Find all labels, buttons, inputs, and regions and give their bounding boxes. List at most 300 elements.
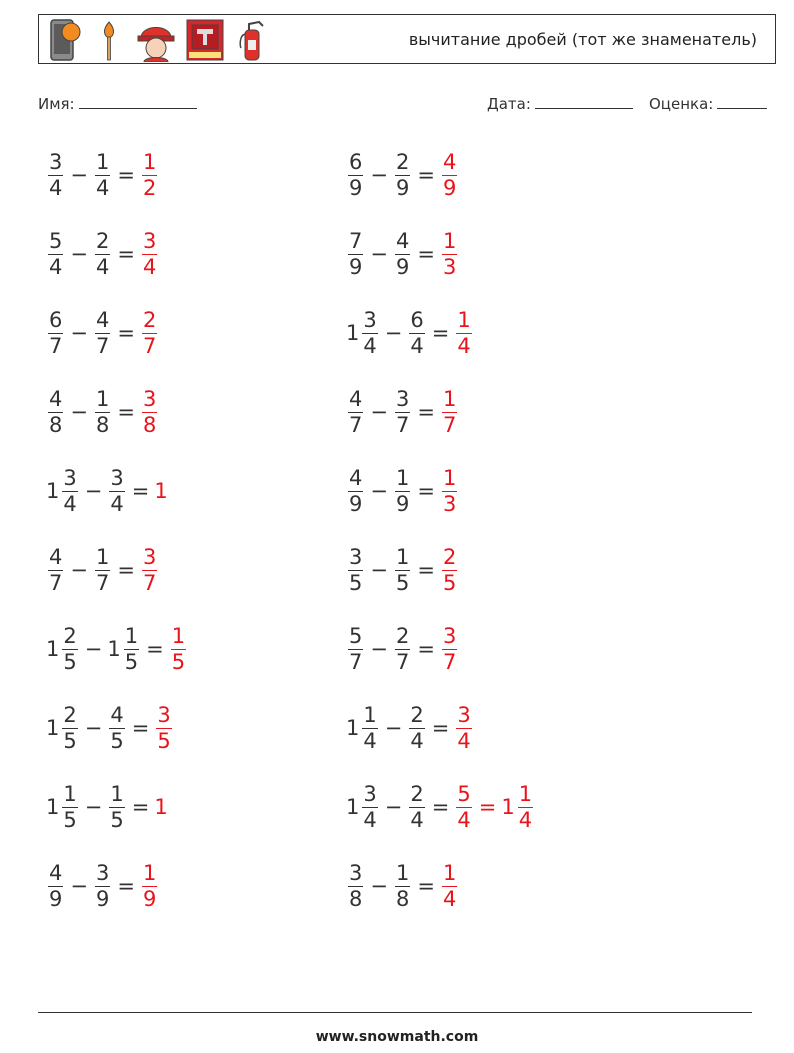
minus-sign: −: [384, 321, 403, 345]
fraction: [142, 545, 157, 596]
subtrahend: [107, 466, 126, 517]
denominator: 5: [124, 649, 139, 674]
fraction: [348, 624, 363, 675]
fraction: [124, 624, 139, 675]
denominator: 3: [442, 254, 457, 279]
numerator: 4: [49, 860, 63, 885]
answer: [154, 479, 168, 503]
whole-number: 1: [346, 321, 360, 345]
problem-item: [346, 856, 459, 916]
subtrahend: [393, 150, 412, 201]
subtrahend: [93, 150, 112, 201]
answer-value: [169, 624, 188, 675]
fraction: [95, 229, 110, 280]
whole-number: 1: [46, 716, 60, 740]
denominator: 5: [171, 649, 186, 674]
problem-item: [46, 777, 169, 837]
equals-sign: =: [117, 163, 135, 187]
minus-sign: −: [70, 242, 88, 266]
answer: [454, 308, 473, 359]
numerator: 1: [518, 781, 533, 806]
numerator: 4: [349, 465, 363, 490]
numerator: 2: [410, 781, 424, 806]
fraction: [348, 545, 363, 596]
fraction: [442, 861, 457, 912]
minuend: [46, 545, 65, 596]
denominator: 7: [95, 570, 110, 595]
denominator: 4: [363, 333, 377, 358]
minus-sign: −: [84, 637, 103, 661]
numerator: 2: [442, 544, 457, 569]
fraction: [48, 229, 63, 280]
denominator: 4: [49, 175, 63, 200]
fraction: [95, 308, 110, 359]
minuend: [46, 150, 65, 201]
name-blank: [79, 94, 197, 109]
subtrahend: [93, 308, 112, 359]
fraction: [62, 624, 77, 675]
equals-sign: =: [417, 637, 435, 661]
denominator: 7: [442, 649, 457, 674]
numerator: 3: [363, 307, 377, 332]
subtrahend: [93, 861, 112, 912]
equals-sign: =: [117, 874, 135, 898]
fraction: [142, 229, 157, 280]
numerator: 4: [49, 386, 63, 411]
minus-sign: −: [84, 795, 103, 819]
numerator: 3: [157, 702, 171, 727]
minus-sign: −: [370, 637, 388, 661]
equals-sign: =: [431, 716, 450, 740]
fire-alarm-icon: [185, 18, 225, 62]
numerator: 6: [349, 149, 363, 174]
denominator: 5: [63, 807, 77, 832]
minus-sign: −: [370, 558, 388, 582]
date-label: Дата:: [487, 95, 531, 113]
firefighter-icon: [135, 18, 177, 62]
subtrahend: [393, 387, 412, 438]
answer: [454, 782, 535, 833]
problem-item: [46, 382, 159, 442]
answer: [140, 861, 159, 912]
subtrahend: [407, 782, 426, 833]
fraction: [48, 387, 63, 438]
numerator: 2: [95, 228, 110, 253]
score-blank: [717, 94, 767, 109]
answer-value: [454, 703, 473, 754]
numerator: 1: [363, 702, 377, 727]
denominator: 5: [442, 570, 457, 595]
equals-sign: =: [431, 321, 450, 345]
equals-sign: =: [131, 795, 150, 819]
subtrahend: [107, 782, 126, 833]
numerator: 1: [124, 623, 139, 648]
numerator: 6: [49, 307, 63, 332]
answer: [140, 308, 159, 359]
numerator: 4: [349, 386, 363, 411]
numerator: 1: [442, 228, 457, 253]
minuend: [346, 308, 380, 359]
fraction: [62, 703, 77, 754]
minus-sign: −: [370, 400, 388, 424]
fraction: [142, 308, 157, 359]
equals-sign: =: [417, 558, 435, 582]
numerator: 3: [363, 781, 377, 806]
minuend: [346, 150, 365, 201]
minus-sign: −: [370, 874, 388, 898]
date-field: [487, 94, 633, 113]
equals-sign: =: [146, 637, 164, 661]
fraction: [395, 861, 410, 912]
minuend: [46, 703, 80, 754]
subtrahend: [393, 545, 412, 596]
fraction: [95, 387, 110, 438]
equals-sign: =: [431, 795, 450, 819]
fraction: [48, 861, 63, 912]
subtrahend: [393, 861, 412, 912]
minuend: [46, 624, 80, 675]
answer-value: [440, 387, 459, 438]
problem-item: [46, 540, 159, 600]
fraction: [48, 150, 63, 201]
name-field: [38, 94, 197, 113]
numerator: 7: [349, 228, 363, 253]
denominator: 4: [457, 728, 471, 753]
fraction: [456, 703, 471, 754]
footer-divider: [38, 1012, 752, 1013]
answer: [440, 466, 459, 517]
fraction: [395, 150, 410, 201]
whole-number: 1: [154, 479, 168, 503]
numerator: 1: [110, 781, 124, 806]
fraction: [348, 861, 363, 912]
equals-sign: =: [131, 479, 150, 503]
subtrahend: [393, 229, 412, 280]
minuend: [46, 308, 65, 359]
problem-item: [346, 619, 459, 679]
worksheet-header: [38, 14, 776, 64]
answer-mixed-value: [501, 782, 535, 833]
numerator: 3: [349, 544, 363, 569]
answer-value: [454, 782, 473, 833]
fraction: [442, 150, 457, 201]
fraction: [409, 308, 424, 359]
problem-item: [46, 619, 188, 679]
minus-sign: −: [70, 400, 88, 424]
whole-number: 1: [46, 637, 60, 661]
equals-sign: =: [131, 716, 150, 740]
answer-value: [440, 150, 459, 201]
equals-sign: =: [417, 242, 435, 266]
denominator: 9: [349, 175, 363, 200]
minuend: [46, 782, 80, 833]
equals-sign: =: [417, 874, 435, 898]
equals-sign: =: [478, 795, 497, 819]
numerator: 3: [49, 149, 63, 174]
denominator: 5: [157, 728, 171, 753]
answer-value: [140, 150, 159, 201]
problem-item: [346, 698, 474, 758]
fraction: [95, 861, 110, 912]
answer: [440, 545, 459, 596]
denominator: 3: [442, 491, 457, 516]
minuend: [46, 229, 65, 280]
denominator: 4: [442, 886, 457, 911]
denominator: 8: [349, 886, 363, 911]
numerator: 3: [110, 465, 124, 490]
denominator: 7: [49, 333, 63, 358]
answer: [440, 624, 459, 675]
denominator: 5: [110, 807, 124, 832]
fraction: [442, 545, 457, 596]
numerator: 5: [349, 623, 363, 648]
denominator: 7: [142, 333, 157, 358]
answer-value: [440, 624, 459, 675]
numerator: 1: [442, 465, 457, 490]
answer: [140, 150, 159, 201]
denominator: 7: [395, 412, 410, 437]
worksheet-title: вычитание дробей (тот же знаменатель): [408, 30, 757, 49]
denominator: 8: [95, 412, 110, 437]
denominator: 9: [349, 491, 363, 516]
numerator: 1: [395, 860, 410, 885]
fraction: [395, 545, 410, 596]
answer: [154, 795, 168, 819]
numerator: 2: [63, 702, 77, 727]
problem-item: [346, 461, 459, 521]
minuend: [346, 703, 380, 754]
minus-sign: −: [70, 321, 88, 345]
numerator: 4: [110, 702, 124, 727]
denominator: 4: [142, 254, 157, 279]
numerator: 4: [395, 228, 410, 253]
equals-sign: =: [117, 400, 135, 424]
problem-item: [346, 540, 459, 600]
denominator: 4: [518, 807, 533, 832]
numerator: 4: [95, 307, 110, 332]
fraction: [95, 150, 110, 201]
whole-number: 1: [346, 716, 360, 740]
minuend: [46, 861, 65, 912]
fraction: [518, 782, 533, 833]
answer: [140, 545, 159, 596]
fire-extinguisher-icon: [237, 18, 267, 62]
numerator: 1: [142, 860, 157, 885]
denominator: 9: [395, 491, 410, 516]
numerator: 4: [49, 544, 63, 569]
whole-number: 1: [501, 795, 515, 819]
subtrahend: [107, 703, 126, 754]
numerator: 3: [395, 386, 410, 411]
denominator: 7: [442, 412, 457, 437]
denominator: 4: [410, 807, 424, 832]
answer-value: [140, 308, 159, 359]
minus-sign: −: [384, 795, 403, 819]
denominator: 5: [349, 570, 363, 595]
fraction: [48, 308, 63, 359]
denominator: 9: [395, 254, 410, 279]
minuend: [346, 466, 365, 517]
denominator: 4: [110, 491, 124, 516]
fraction: [62, 466, 77, 517]
whole-number: 1: [46, 479, 60, 503]
numerator: 2: [142, 307, 157, 332]
numerator: 1: [95, 544, 110, 569]
minus-sign: −: [370, 242, 388, 266]
fraction: [442, 387, 457, 438]
fraction: [348, 150, 363, 201]
minuend: [346, 624, 365, 675]
subtrahend: [93, 545, 112, 596]
answer-value: [140, 229, 159, 280]
fraction: [409, 703, 424, 754]
denominator: 5: [63, 728, 77, 753]
numerator: 1: [171, 623, 186, 648]
minuend: [346, 229, 365, 280]
fraction: [395, 466, 410, 517]
denominator: 4: [363, 807, 377, 832]
minuend: [46, 466, 80, 517]
problem-item: [346, 145, 459, 205]
problem-item: [46, 461, 169, 521]
numerator: 4: [442, 149, 457, 174]
subtrahend: [93, 387, 112, 438]
fraction: [109, 466, 124, 517]
numerator: 3: [142, 228, 157, 253]
denominator: 9: [395, 175, 410, 200]
answer: [440, 229, 459, 280]
equals-sign: =: [417, 479, 435, 503]
denominator: 7: [49, 570, 63, 595]
numerator: 1: [95, 386, 110, 411]
numerator: 2: [410, 702, 424, 727]
numerator: 3: [457, 702, 471, 727]
fraction: [456, 782, 471, 833]
fraction: [109, 782, 124, 833]
fraction: [442, 624, 457, 675]
denominator: 7: [95, 333, 110, 358]
minus-sign: −: [370, 163, 388, 187]
minus-sign: −: [84, 479, 103, 503]
numerator: 1: [442, 386, 457, 411]
score-field: [649, 94, 767, 113]
numerator: 1: [395, 465, 410, 490]
answer-value: [440, 229, 459, 280]
equals-sign: =: [417, 163, 435, 187]
numerator: 1: [63, 781, 77, 806]
fraction: [409, 782, 424, 833]
answer-value: [140, 861, 159, 912]
footer-url: www.snowmath.com: [315, 1029, 479, 1045]
problem-item: [346, 224, 459, 284]
answer: [169, 624, 188, 675]
numerator: 2: [395, 623, 410, 648]
denominator: 8: [395, 886, 410, 911]
denominator: 7: [349, 649, 363, 674]
fraction: [395, 229, 410, 280]
numerator: 1: [442, 860, 457, 885]
denominator: 4: [63, 491, 77, 516]
problem-item: [346, 382, 459, 442]
numerator: 1: [395, 544, 410, 569]
denominator: 2: [142, 175, 157, 200]
denominator: 5: [110, 728, 124, 753]
fraction: [156, 703, 171, 754]
minus-sign: −: [70, 163, 88, 187]
denominator: 8: [49, 412, 63, 437]
problem-item: [46, 303, 159, 363]
subtrahend: [407, 703, 426, 754]
score-label: Оценка:: [649, 95, 714, 113]
numerator: 1: [457, 307, 471, 332]
answer: [440, 861, 459, 912]
answer: [440, 150, 459, 201]
equals-sign: =: [117, 558, 135, 582]
answer-value: [154, 795, 168, 819]
fraction: [362, 782, 377, 833]
denominator: 4: [457, 807, 471, 832]
fraction: [142, 861, 157, 912]
problem-item: [46, 224, 159, 284]
numerator: 3: [442, 623, 457, 648]
subtrahend: [393, 466, 412, 517]
answer-value: [454, 308, 473, 359]
problem-item: [46, 698, 174, 758]
answer-value: [154, 703, 173, 754]
date-blank: [535, 94, 633, 109]
numerator: 1: [142, 149, 157, 174]
minus-sign: −: [70, 558, 88, 582]
fraction: [362, 308, 377, 359]
subtrahend: [407, 308, 426, 359]
numerator: 3: [142, 386, 157, 411]
fraction: [348, 229, 363, 280]
subtrahend: [393, 624, 412, 675]
answer: [154, 703, 173, 754]
minuend: [346, 387, 365, 438]
answer-value: [140, 387, 159, 438]
numerator: 3: [95, 860, 110, 885]
fraction: [95, 545, 110, 596]
answer-value: [440, 861, 459, 912]
numerator: 3: [63, 465, 77, 490]
fraction: [395, 624, 410, 675]
answer-value: [440, 466, 459, 517]
answer: [140, 229, 159, 280]
answer-value: [140, 545, 159, 596]
subtrahend: [107, 624, 141, 675]
match-icon: [97, 18, 121, 62]
fraction: [395, 387, 410, 438]
answer-value: [154, 479, 168, 503]
fraction: [142, 387, 157, 438]
subtrahend: [93, 229, 112, 280]
fraction: [171, 624, 186, 675]
whole-number: 1: [107, 637, 121, 661]
problem-item: [346, 777, 535, 837]
minus-sign: −: [70, 874, 88, 898]
numerator: 3: [142, 544, 157, 569]
problem-item: [346, 303, 474, 363]
numerator: 5: [457, 781, 471, 806]
denominator: 7: [349, 412, 363, 437]
denominator: 4: [457, 333, 471, 358]
minuend: [346, 545, 365, 596]
numerator: 3: [349, 860, 363, 885]
whole-number: 1: [346, 795, 360, 819]
denominator: 9: [349, 254, 363, 279]
whole-number: 1: [154, 795, 168, 819]
